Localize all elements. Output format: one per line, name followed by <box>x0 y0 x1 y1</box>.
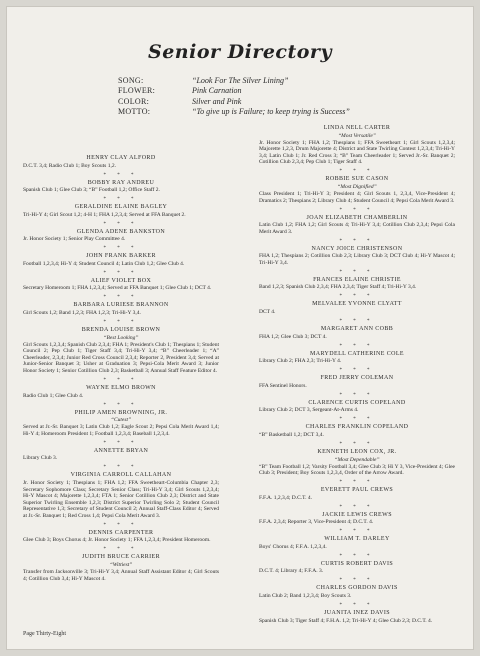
entry-separator: * * * <box>339 578 375 584</box>
page-footer: Page Thirty-Eight <box>23 631 67 637</box>
senior-entry <box>259 246 455 267</box>
entry-separator: * * * <box>339 319 375 325</box>
senior-entry <box>23 204 219 218</box>
senior-name: HENRY CLAY ALFORD <box>86 155 156 161</box>
senior-activities: F.F.A. 2,3,4; Reporter 3, Vice-President 4; D.C.T. 4. <box>259 519 374 526</box>
senior-entry <box>23 155 219 169</box>
senior-name: FRED JERRY COLEMAN <box>320 375 394 382</box>
senior-name: JOHN FRANK BARKER <box>86 253 156 260</box>
entry-separator: * * * <box>103 402 139 408</box>
senior-entry <box>259 400 455 414</box>
entry-separator: * * * <box>339 602 375 608</box>
entry-separator: * * * <box>339 480 375 486</box>
senior-entry <box>259 301 455 315</box>
senior-activities: “B” Team Football 1,2; Varsity Football 3,4; Glee Club 3; Hi Y 3, Vice-President 4; Glee Club 3; President; Boy Scouts 1,2,3,4, Order of the Arrow Award. <box>259 463 455 477</box>
yearbook-page <box>6 6 474 650</box>
senior-entry <box>259 536 455 550</box>
entry-separator: * * * <box>103 246 139 252</box>
senior-activities: Latin Club 2; Band 1,2,3,4; Boy Scouts 3. <box>259 593 352 599</box>
senior-activities: “B” Basketball 1,2; DCT 3,4. <box>259 431 324 438</box>
senior-entry <box>259 424 455 438</box>
senior-name: CURTIS ROBERT DAVIS <box>320 560 394 567</box>
entry-separator: * * * <box>103 295 139 301</box>
senior-activities: Spanish Club 1; Glee Club 3; “B” Football 1,2; Office Staff 2. <box>23 187 160 194</box>
senior-activities: Band 1,2,3; Spanish Club 2,3,4; FHA 2,3,4; Tiger Staff 4; Tri-Hi-Y 3,4. <box>259 284 417 291</box>
senior-activities: Radio Club 1; Glee Club 4. <box>23 392 84 399</box>
entry-separator: * * * <box>339 504 375 510</box>
class-info-value: Pink Carnation <box>192 86 242 96</box>
senior-superlative: “Most Dependable” <box>334 456 380 463</box>
senior-activities: Secretary Homeroom 1; FHA 1,2,3,4; Served at FFA Banquet 1; Glee Club 1; DCT 4. <box>23 285 212 292</box>
senior-name: GLENDA ADENE BANKSTON <box>76 228 166 235</box>
class-info-row <box>118 107 350 117</box>
senior-activities: Glee Club 3; Boys Chorus 4; Jr. Honor Society 1; FFA 1,2,3,4; President Homeroom. <box>23 537 211 544</box>
senior-entry <box>259 125 455 166</box>
entry-separator: * * * <box>339 392 375 398</box>
entry-separator: * * * <box>103 465 139 471</box>
senior-activities: Library Club 2; FHA 2,3; Tri-Hi-Y 4. <box>259 358 342 365</box>
senior-activities: Football 1,2,3,4; Hi-Y 4; Student Council 4; Latin Club 1,2; Glee Club 4. <box>23 260 185 267</box>
senior-name: MARYDELL CATHERINE COLE <box>310 350 404 357</box>
left-column <box>23 155 219 586</box>
senior-name: ALIEF VIOLET BOX <box>90 277 152 284</box>
senior-activities: Latin Club 1,2; FHA 1,2; Girl Scouts 4; Tri-Hi-Y 3,4; Cotillion Club 2,3,4; Pepsi Cola Merit Award 3. <box>259 222 455 235</box>
entry-separator: * * * <box>339 343 375 349</box>
senior-entry <box>259 176 455 204</box>
senior-name: BRENDA LOUISE BROWN <box>81 327 161 334</box>
senior-name: CLARENCE CURTIS COPELAND <box>308 399 406 406</box>
senior-activities: Transfer from Jacksonville 3; Tri-Hi-Y 3,4; Annual Staff Assistant Editor 4; Girl Scouts 4; Cotillion Club 3,4; Hi-Y Mascot 4. <box>23 569 219 582</box>
senior-name: WILLIAM T. DARLEY <box>324 536 390 543</box>
senior-activities: Girl Scouts 1,2; Band 1,2,3; FHA 1,2,3; Tri-Hi-Y 3,4. <box>23 310 141 317</box>
senior-entry <box>259 585 455 599</box>
class-info-label: MOTTO: <box>118 107 151 117</box>
class-info-label: FLOWER: <box>118 86 156 96</box>
entry-separator: * * * <box>103 378 139 383</box>
class-info-value: “To give up is Failure; to keep trying is Success” <box>192 107 350 117</box>
entry-separator: * * * <box>339 269 375 275</box>
senior-entry <box>259 449 455 477</box>
senior-entry <box>259 326 455 340</box>
senior-entry <box>259 375 455 389</box>
senior-activities: Library Club 3. <box>23 455 58 462</box>
entry-separator: * * * <box>339 169 375 175</box>
class-info-row <box>118 76 350 86</box>
senior-activities: DCT 4. <box>259 309 276 316</box>
entry-separator: * * * <box>339 368 375 374</box>
senior-activities: Jr. Honor Society 1; FHA 1,2; Thespians 1; FFA Sweetheart 1; Girl Scouts 1,2,3,4; Majorette 1,2,3, Drum Majorette 4; District and State Twirling Contest 1,2,3,4; Tri-Hi-Y 3,4; Latin Club 1; Jr. Red Cross 3; “B” Team Cheerleader 1; Served Jr.-Sr. Banquet 2; Cotillion Club 2,3,4; Pep Club 1; Tiger Staff 4. <box>259 139 455 166</box>
senior-entry <box>23 229 219 243</box>
senior-superlative: “Most Versatile” <box>338 132 376 139</box>
senior-name: PHILIP AMEN BROWNING, JR. <box>74 409 168 416</box>
senior-name: ROBBIE SUE CASON <box>325 176 389 183</box>
senior-name: LINDA NELL CARTER <box>323 125 391 131</box>
senior-superlative: “Wittiest” <box>109 562 133 569</box>
class-info-row <box>118 86 350 96</box>
senior-name: BOBBY RAY ANDREU <box>87 179 155 186</box>
senior-entry <box>23 180 219 194</box>
entry-separator: * * * <box>103 440 139 446</box>
senior-name: JUDITH BRUCE CARRIER <box>81 554 160 561</box>
class-info-label: SONG: <box>118 76 144 85</box>
entry-separator: * * * <box>339 529 375 535</box>
senior-activities: FFA Sentinel Honors. <box>259 382 307 389</box>
senior-activities: Class President 1; Tri-Hi-Y 3; President 4; Girl Scouts 1, 2,3,4, Vice-President 4; Dramatics 2; Thespians 2; Library Club 4; Student Council 4; Pepsi Cola Merit Award 3. <box>259 190 455 204</box>
senior-activities: FHA 1,2; Glee Club 3; DCT 4. <box>259 333 327 340</box>
class-info-value: “Look For The Silver Lining” <box>192 76 289 85</box>
senior-entry <box>259 487 455 501</box>
senior-activities: Tri-Hi-Y 4; Girl Scout 1,2; 4-H 1; FHA 1,2,3,4; Served at FFA Banquet 2. <box>23 211 186 218</box>
senior-name: DENNIS CARPENTER <box>88 529 154 536</box>
senior-entry <box>23 278 219 292</box>
senior-name: VIRGINIA CARROLL CALLAHAN <box>70 472 172 479</box>
senior-superlative: “Cutest” <box>110 417 132 424</box>
senior-entry <box>259 351 455 365</box>
senior-name: WAYNE ELMO BROWN <box>86 385 156 391</box>
senior-name: ANNETTE BRYAN <box>93 447 149 454</box>
entry-separator: * * * <box>103 522 139 528</box>
senior-entry <box>23 253 219 267</box>
senior-activities: Jr. Honor Society 1; Thespians 1; FHA 1,2; FFA Sweetheart-Columbia Chapter 2,3; Secretary Sophomore Class; Secretary Senior Class; Tri-Hi-Y 3,4; Girl Scouts 1,2,3,4; Hi-Y Mascot 4; Majorette 1,2,3,4; FTA 1; Senior Cotillion Club 2,3; District and State Superior Twirling Ensemble 1,2,3; District Superior Twirling Solo 2; Student Council Representative 1,3; Secretary of Student Council 2; Annual Staff-Class Editor 4; Served at Jr.-Sr. Banquet 1; Red Cross 1,4; Pepsi Cola Merit Award 3. <box>23 479 219 519</box>
entry-separator: * * * <box>339 553 375 559</box>
entry-separator: * * * <box>103 197 139 203</box>
senior-name: EVERETT PAUL CREWS <box>320 487 394 494</box>
entry-separator: * * * <box>339 417 375 423</box>
senior-name: JOAN ELIZABETH CHAMBERLIN <box>306 214 408 221</box>
senior-name: MARGARET ANN COBB <box>320 326 394 333</box>
class-info-row <box>118 97 350 107</box>
senior-name: KENNETH LEON COX, JR. <box>317 448 397 455</box>
senior-name: JACKIE LEWIS CREWS <box>322 511 392 518</box>
senior-activities: Girl Scouts 1,2,3,4; Spanish Club 2,3,4; FHA 1; President's Club 1; Thespians 1; Student Council 2; Pep Club 1; Tiger Staff 3,4; Tri-Hi-Y 3,4; “B” Cheerleader 1; “A” Cheerleader, 2,3,4; Junior Red Cross Council 2,3,4; Reporter 2, President 3,4; Served at Junior-Senior Banquet 3; Usher at Graduation 3; Pepsi-Cola Merit Award 3; Junior Honor Society 1; Senior Cotillion Club 2,3; Basketball 3; Annual Staff Feature Editor 4. <box>23 341 219 375</box>
senior-entry <box>259 561 455 575</box>
senior-activities: Jr. Honor Society 1; Senior Play Committee 4. <box>23 236 126 243</box>
senior-superlative: “Best Looking” <box>103 334 139 341</box>
senior-entry <box>23 327 219 375</box>
class-info-value: Silver and Pink <box>192 96 242 106</box>
senior-activities: D.C.T. 4; Library 4; F.F.A. 3. <box>259 568 324 575</box>
senior-entry <box>259 215 455 236</box>
senior-name: BARBARA LURIESE BRANNON <box>73 302 169 309</box>
senior-entry <box>23 530 219 544</box>
senior-entry <box>23 385 219 399</box>
senior-name: FRANCES ELAINE CHRISTIE <box>313 276 401 283</box>
senior-entry <box>23 554 219 582</box>
senior-name: MELVALEE YVONNE CLYATT <box>312 301 402 308</box>
entry-separator: * * * <box>103 221 139 227</box>
senior-entry <box>259 512 455 526</box>
entry-separator: * * * <box>103 320 139 326</box>
senior-superlative: “Most Dignified” <box>337 183 377 190</box>
entry-separator: * * * <box>103 172 139 178</box>
senior-entry <box>23 448 219 462</box>
entry-separator: * * * <box>339 207 375 213</box>
senior-entry <box>259 610 455 624</box>
entry-separator: * * * <box>339 238 375 244</box>
class-info-label: COLOR: <box>118 96 150 106</box>
senior-name: NANCY JOICE CHRISTENSON <box>311 245 403 252</box>
senior-name: CHARLES FRANKLIN COPELAND <box>305 424 409 431</box>
senior-activities: FHA 1,2; Thespians 2; Cotillion Club 2,3; Library Club 3; DCT Club 4; Hi-Y Mascot 4; Tri-Hi-Y 3,4. <box>259 253 455 266</box>
senior-name: JUANITA INEZ DAVIS <box>324 609 390 616</box>
entry-separator: * * * <box>103 547 139 553</box>
senior-entry <box>23 410 219 438</box>
page-title: Senior Directory <box>147 41 332 63</box>
senior-name: CHARLES GORDON DAVIS <box>316 585 398 592</box>
senior-activities: Library Club 2; DCT 3, Sergeant-At-Arms 4. <box>259 407 359 414</box>
senior-activities: Spanish Club 3; Tiger Staff 4; F.H.A. 1,2; Tri-Hi-Y 4; Glee Club 2,3; D.C.T. 4. <box>259 617 433 624</box>
entry-separator: * * * <box>339 294 375 300</box>
senior-activities: Served at Jr.-Sr. Banquet 3; Latin Club 1,2; Eagle Scout 2; Pepsi Cola Merit Award 1,4; Hi-Y 4; Homeroom President 1; Football 1,2,3,4; Baseball 1,2,3,4. <box>23 424 219 437</box>
senior-activities: Boys' Chorus 4; F.F.A. 1,2,3,4. <box>259 543 327 550</box>
senior-name: GERALDINE ELAINE BAGLEY <box>74 204 168 211</box>
senior-activities: F.F.A. 1,2,3,4; D.C.T. 4. <box>259 494 312 501</box>
senior-activities: D.C.T. 3,4; Radio Club 1; Boy Scouts 1,2. <box>23 162 116 169</box>
senior-entry <box>259 277 455 291</box>
class-info-block <box>118 76 350 118</box>
senior-entry <box>23 472 219 519</box>
entry-separator: * * * <box>339 441 375 447</box>
right-column <box>259 125 455 628</box>
entry-separator: * * * <box>103 270 139 276</box>
senior-entry <box>23 302 219 316</box>
